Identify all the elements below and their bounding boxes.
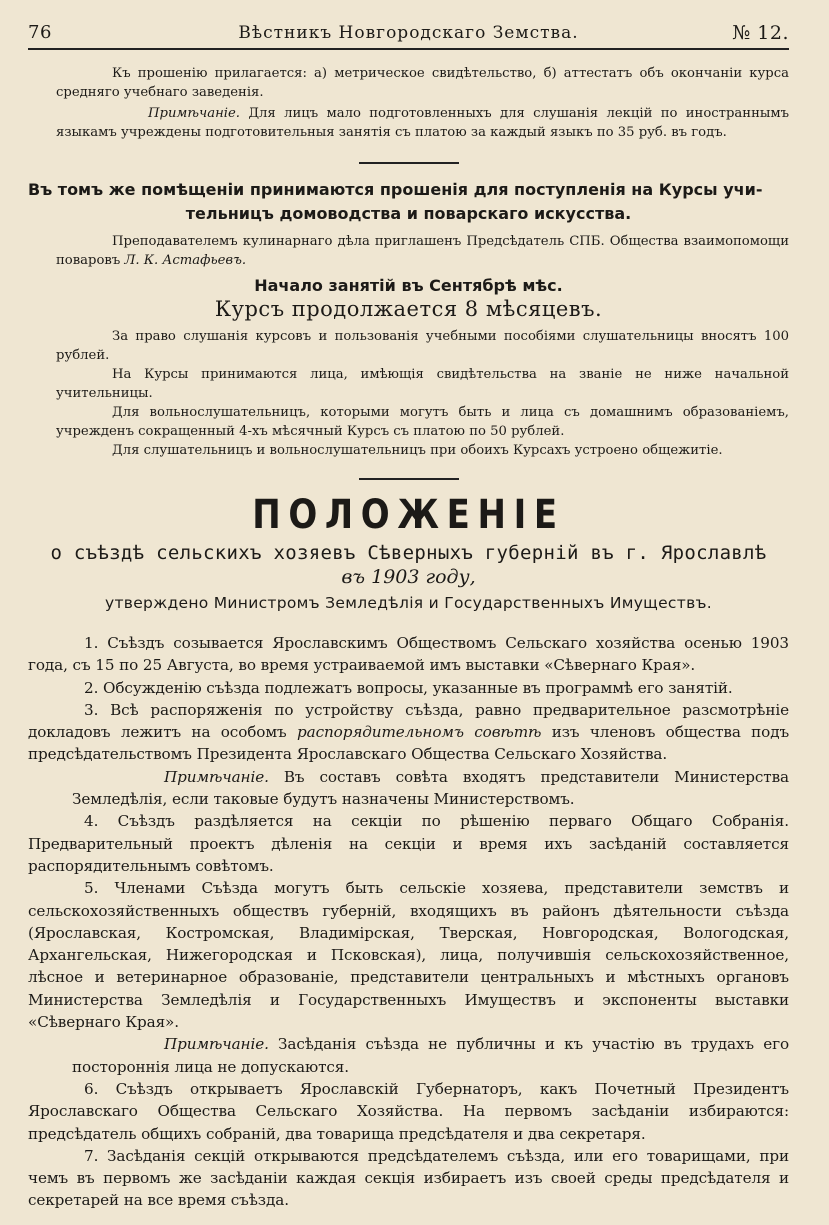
- note-label: Примѣчаніе.: [164, 767, 269, 786]
- free-listener-paragraph: Для вольнослушательницъ, которыми могутъ быть и лица съ домашнимъ образованіемъ, учрежденъ сокращенный 4-хъ мѣсячный Курсъ съ платою по 50 рублей.: [56, 405, 789, 439]
- clause-7: 7. Засѣданія секцій открываются предсѣдателемъ съѣзда, или его товарищами, при чемъ въ первомъ же засѣданіи каждая секція избираетъ изъ своей среды предсѣдателя и секретарей на все время съѣзда.: [28, 1146, 789, 1210]
- note-label: Примѣчаніе.: [164, 1035, 269, 1054]
- clause-5: 5. Членами Съѣзда могутъ быть сельскіе хозяева, представители земствъ и сельскохозяйственныхъ обществъ губерній, входящихъ въ районъ дѣятельности съѣзда (Ярославская, Костромская, Владимірская, Тверская, Новгородская, Вологодская, Архангельская, Нижегородская и Псковская), лица, получившія сельскохозяйственное, лѣсное и ветеринарное образованіе, представители центральныхъ и мѣстныхъ органовъ Министерства Земледѣлія и Государственныхъ Имуществъ и экспоненты выставки «Сѣвернаго Края».: [28, 879, 789, 1032]
- regulation-section: [28, 492, 789, 1212]
- courses-heading: [28, 178, 789, 226]
- page-number: 76: [28, 22, 52, 43]
- regulation-body: [28, 632, 789, 1212]
- clause-3: [28, 699, 789, 766]
- clause-3-text-b: изъ членовъ общества подъ предсѣдательствомъ Президента Ярославскаго Общества Сельскаго Хозяйства.: [28, 723, 790, 764]
- running-header: [28, 18, 789, 50]
- note-text: Въ составъ совѣта входятъ представители Министерства Земледѣлія, если таковые будутъ назначены Министерствомъ.: [72, 767, 789, 809]
- section-divider-2: [359, 478, 459, 480]
- regulation-year: въ 1903 году,: [341, 566, 476, 588]
- note-label: Примѣчаніе.: [148, 106, 240, 121]
- courses-section: [28, 178, 789, 460]
- courses-heading-line1: Въ томъ же помѣщеніи принимаются прошенія для поступленія на Курсы учи-: [28, 180, 763, 199]
- clause-3-italic: распорядительномъ совѣтѣ: [297, 723, 542, 742]
- section-divider: [359, 162, 459, 164]
- language-note: [56, 104, 789, 142]
- note-text: Засѣданія съѣзда не публичны и къ участію въ трудахъ его постороннія лица не допускаются.: [72, 1035, 789, 1076]
- teacher-name: Л. К. Астафьевъ.: [124, 253, 247, 268]
- start-date: Начало занятій въ Сентябрѣ мѣс.: [254, 276, 563, 295]
- admission-paragraph: На Курсы принимаются лица, имѣющія свидѣтельства на званіе не ниже начальной учительницы.: [56, 367, 789, 401]
- courses-heading-line2: тельницъ домоводства и поварскаго искусства.: [185, 204, 632, 223]
- clause-5-note: [28, 1033, 789, 1078]
- clause-1: 1. Съѣздъ созывается Ярославскимъ Обществомъ Сельскаго хозяйства осенью 1903 года, съ 15 по 25 Августа, во время устраиваемой имъ выставки «Сѣвернаго Края».: [28, 634, 789, 675]
- course-duration: Курсъ продолжается 8 мѣсяцевъ.: [214, 297, 603, 321]
- regulation-title: ПОЛОЖЕНІЕ: [252, 492, 565, 538]
- clause-3-note: [28, 766, 789, 811]
- clause-3-text-a: 3. Всѣ распоряженія по устройству съѣзда, равно предварительное разсмотрѣніе докладовъ лежитъ на особомъ: [28, 700, 789, 742]
- teacher-text: Преподавателемъ кулинарнаго дѣла приглашенъ Предсѣдатель СПБ. Общества взаимопомощи поваровъ: [56, 234, 789, 268]
- journal-title: Вѣстникъ Новгородскаго Земства.: [238, 23, 579, 43]
- clause-4: 4. Съѣздъ раздѣляется на секціи по рѣшенію перваго Общаго Собранія. Предварительный проектъ дѣленія на секціи и время ихъ засѣданій составляется распорядительнымъ совѣтомъ.: [28, 812, 789, 875]
- regulation-subtitle: о съѣздѣ сельскихъ хозяевъ Сѣверныхъ губерній въ г. Ярославлѣ: [50, 542, 767, 564]
- dormitory-paragraph: Для слушательницъ и вольнослушательницъ при обоихъ Курсахъ устроено общежитіе.: [112, 443, 723, 458]
- attachments-paragraph: Къ прошенію прилагается: а) метрическое свидѣтельство, б) аттестатъ объ окончаніи курса средняго учебнаго заведенія.: [56, 66, 789, 100]
- fee-paragraph: За право слушанія курсовъ и пользованія учебными пособіями слушательницы вносятъ 100 рублей.: [56, 329, 789, 363]
- regulation-approval: утверждено Министромъ Земледѣлія и Государственныхъ Имуществъ.: [104, 594, 712, 612]
- clause-2: 2. Обсужденію съѣзда подлежатъ вопросы, указанные въ программѣ его занятій.: [84, 678, 733, 697]
- issue-number: № 12.: [732, 22, 789, 44]
- clause-6: 6. Съѣздъ открываетъ Ярославскій Губернаторъ, какъ Почетный Президентъ Ярославскаго Общества Сельскаго Хозяйства. На первомъ засѣданіи избираются: предсѣдатель общихъ собраній, два товарища предсѣдателя и два секретаря.: [28, 1079, 789, 1143]
- note-text: Для лицъ мало подготовленныхъ для слушанія лекцій по иностраннымъ языкамъ учреждены подготовительныя занятія съ платою за каждый языкъ по 35 руб. въ годъ.: [56, 106, 789, 140]
- admission-notes: [28, 64, 789, 142]
- teacher-paragraph: [56, 232, 789, 270]
